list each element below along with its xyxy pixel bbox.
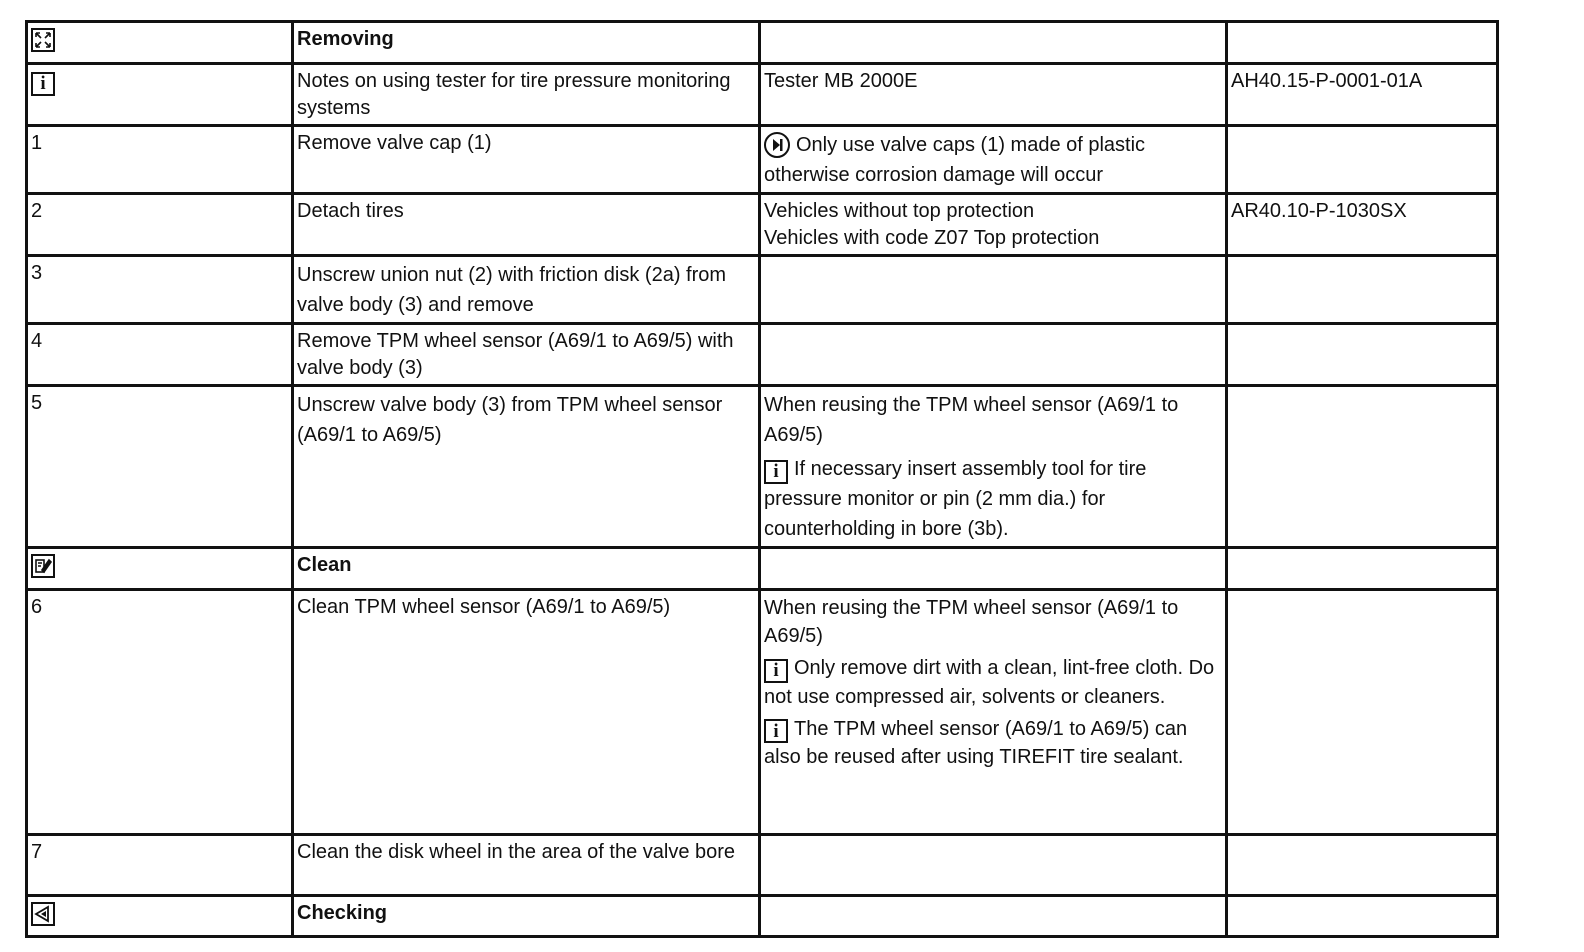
note-cell	[760, 548, 1227, 590]
note-cell	[760, 835, 1227, 896]
table-row	[27, 386, 1498, 548]
note-cell	[760, 194, 1227, 256]
section-heading-clean: Clean	[293, 548, 760, 590]
step-text: Notes on using tester for tire pressure monitoring systems	[293, 64, 760, 126]
info-icon: i	[31, 72, 55, 96]
note-cell	[760, 64, 1227, 126]
step-number: 5	[27, 386, 293, 548]
note-text: When reusing the TPM wheel sensor (A69/1 to A69/5)	[764, 597, 1179, 647]
note-cell	[760, 896, 1227, 937]
note-text: When reusing the TPM wheel sensor (A69/1 to A69/5)	[764, 394, 1179, 446]
step-text: Remove TPM wheel sensor (A69/1 to A69/5) with valve body (3)	[293, 324, 760, 386]
table-row	[27, 256, 1498, 324]
info-icon: i	[764, 719, 788, 743]
note-cell	[760, 126, 1227, 194]
ref-cell	[1227, 548, 1498, 590]
info-icon: i	[764, 460, 788, 484]
step-text: Clean TPM wheel sensor (A69/1 to A69/5)	[293, 590, 760, 835]
step-number: 4	[27, 324, 293, 386]
table-row	[27, 324, 1498, 386]
ref-link[interactable]: AR40.10-P-1030SX	[1227, 194, 1498, 256]
table-row	[27, 590, 1498, 835]
ref-link[interactable]: AH40.15-P-0001-01A	[1227, 64, 1498, 126]
step-number: 6	[27, 590, 293, 835]
caution-icon	[764, 132, 790, 158]
note-cell	[760, 590, 1227, 835]
step-cell	[27, 548, 293, 590]
table-row	[27, 835, 1498, 896]
expand-icon	[31, 28, 55, 52]
clean-icon	[31, 554, 55, 578]
note-text: Only use valve caps (1) made of plastic otherwise corrosion damage will occur	[764, 134, 1146, 186]
step-text: Unscrew union nut (2) with friction disk (2a) from valve body (3) and remove	[293, 256, 760, 324]
step-number: 2	[27, 194, 293, 256]
table-row	[27, 64, 1498, 126]
check-icon	[31, 902, 55, 926]
table-row	[27, 126, 1498, 194]
note-text: Tester MB 2000E	[764, 70, 918, 92]
step-text: Clean the disk wheel in the area of the valve bore	[293, 835, 760, 896]
ref-cell	[1227, 386, 1498, 548]
note-cell	[760, 22, 1227, 64]
ref-cell	[1227, 256, 1498, 324]
section-heading-removing: Removing	[293, 22, 760, 64]
table-row	[27, 22, 1498, 64]
note-text: Vehicles with code Z07 Top protection	[764, 227, 1100, 249]
note-cell	[760, 324, 1227, 386]
step-number: 1	[27, 126, 293, 194]
note-cell	[760, 386, 1227, 548]
note-text: If necessary insert assembly tool for tire pressure monitor or pin (2 mm dia.) for counterholding in bore (3b).	[764, 458, 1147, 540]
step-text: Unscrew valve body (3) from TPM wheel sensor (A69/1 to A69/5)	[293, 386, 760, 548]
ref-cell	[1227, 835, 1498, 896]
note-text: Only remove dirt with a clean, lint-free cloth. Do not use compressed air, solvents or cleaners.	[764, 657, 1215, 708]
procedure-table	[25, 20, 1499, 938]
note-text: The TPM wheel sensor (A69/1 to A69/5) can also be reused after using TIREFIT tire sealant.	[764, 717, 1188, 768]
ref-cell	[1227, 126, 1498, 194]
step-cell	[27, 64, 293, 126]
step-cell	[27, 896, 293, 937]
section-heading-checking: Checking	[293, 896, 760, 937]
step-text: Remove valve cap (1)	[293, 126, 760, 194]
step-cell	[27, 22, 293, 64]
ref-cell	[1227, 590, 1498, 835]
table-row	[27, 194, 1498, 256]
info-icon: i	[764, 659, 788, 683]
step-text: Detach tires	[293, 194, 760, 256]
ref-cell	[1227, 324, 1498, 386]
step-number: 7	[27, 835, 293, 896]
note-cell	[760, 256, 1227, 324]
table-row	[27, 896, 1498, 937]
note-text: Vehicles without top protection	[764, 200, 1035, 222]
step-number: 3	[27, 256, 293, 324]
ref-cell	[1227, 896, 1498, 937]
ref-cell	[1227, 22, 1498, 64]
table-row	[27, 548, 1498, 590]
